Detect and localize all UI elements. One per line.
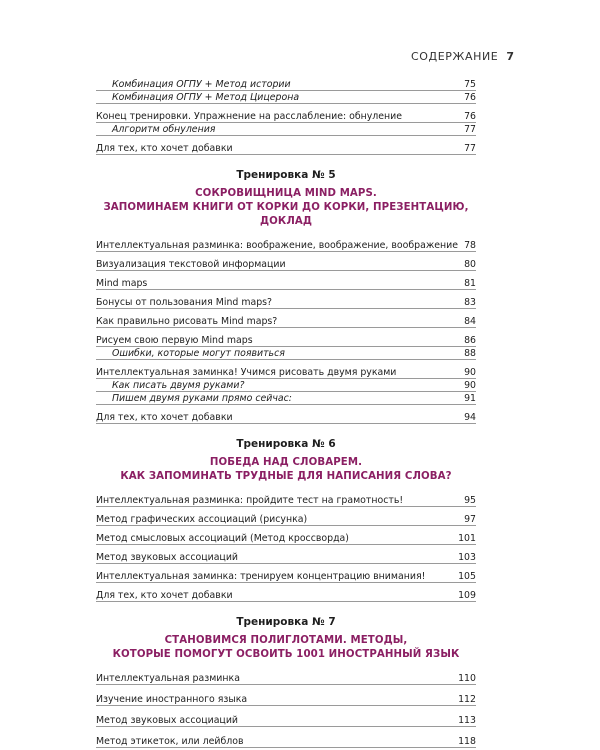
section-title-line: КАК ЗАПОМИНАТЬ ТРУДНЫЕ ДЛЯ НАПИСАНИЯ СЛОВА? xyxy=(120,471,452,482)
toc-entry-page: 112 xyxy=(458,694,476,705)
toc-entry-page: 75 xyxy=(464,79,476,90)
toc-entry-page: 109 xyxy=(458,590,476,601)
toc-entry[interactable] xyxy=(96,123,476,136)
toc-entry[interactable] xyxy=(96,532,476,545)
section-number: Тренировка № 7 xyxy=(236,616,336,628)
section-number: Тренировка № 6 xyxy=(236,438,336,450)
toc-entry-title: Конец тренировки. Упражнение на расслабление: обнуление xyxy=(96,111,403,122)
toc-entry-page: 77 xyxy=(464,124,476,135)
toc-entry-title: Рисуем свою первую Mind maps xyxy=(96,335,253,346)
toc-entry-page: 110 xyxy=(458,673,476,684)
toc-entry-title: Интеллектуальная разминка xyxy=(96,673,240,684)
toc-entry-title: Метод звуковых ассоциаций xyxy=(96,715,239,726)
toc-entry-title: Метод смысловых ассоциаций (Метод кроссворда) xyxy=(96,533,349,544)
toc-entry[interactable] xyxy=(96,296,476,309)
section-heading-5 xyxy=(96,169,476,229)
toc-entry-page: 101 xyxy=(458,533,476,544)
toc-entry-page: 81 xyxy=(464,278,476,289)
toc-entry-page: 78 xyxy=(464,240,476,251)
toc-entry-title: Пишем двумя руками прямо сейчас: xyxy=(112,393,292,404)
toc-entry-title: Ошибки, которые могут появиться xyxy=(112,348,285,359)
toc-entry-title: Как правильно рисовать Mind maps? xyxy=(96,316,278,327)
toc-entry[interactable] xyxy=(96,494,476,507)
toc-entry-page: 105 xyxy=(458,571,476,582)
section-heading-6 xyxy=(96,438,476,484)
toc-entry[interactable] xyxy=(96,110,476,123)
toc-entry-title: Визуализация текстовой информации xyxy=(96,259,286,270)
toc-entry-title: Метод звуковых ассоциаций xyxy=(96,552,239,563)
toc-entry-page: 84 xyxy=(464,316,476,327)
toc-entry[interactable] xyxy=(96,714,476,727)
section-title-line: ПОБЕДА НАД СЛОВАРЕМ. xyxy=(209,457,363,468)
toc-entry[interactable] xyxy=(96,513,476,526)
toc-entry-page: 88 xyxy=(464,348,476,359)
table-of-contents xyxy=(96,78,476,748)
toc-entry[interactable] xyxy=(96,142,476,155)
toc-entry[interactable] xyxy=(96,239,476,252)
toc-entry[interactable] xyxy=(96,277,476,290)
toc-entry-page: 97 xyxy=(464,514,476,525)
toc-entry-title: Метод этикеток, или лейблов xyxy=(96,736,244,747)
toc-entry-page: 95 xyxy=(464,495,476,506)
toc-entry-page: 118 xyxy=(458,736,476,747)
toc-entry[interactable] xyxy=(96,570,476,583)
toc-entry[interactable] xyxy=(96,589,476,602)
running-header xyxy=(411,50,514,63)
toc-entry-page: 91 xyxy=(464,393,476,404)
toc-entry[interactable] xyxy=(96,78,476,91)
toc-entry-page: 77 xyxy=(464,143,476,154)
toc-entry-title: Изучение иностранного языка xyxy=(96,694,248,705)
toc-entry-title: Бонусы от пользования Mind maps? xyxy=(96,297,273,308)
section-title-line: ЗАПОМИНАЕМ КНИГИ ОТ КОРКИ ДО КОРКИ, ПРЕЗЕНТАЦИЮ, ДОКЛАД xyxy=(103,202,469,227)
toc-entry[interactable] xyxy=(96,366,476,379)
section-title-line: СОКРОВИЩНИЦА MIND MAPS. xyxy=(195,188,377,199)
section-title-line: СТАНОВИМСЯ ПОЛИГЛОТАМИ. МЕТОДЫ, xyxy=(164,635,408,646)
header-section-title: СОДЕРЖАНИЕ xyxy=(411,50,499,63)
toc-entry[interactable] xyxy=(96,334,476,347)
toc-entry[interactable] xyxy=(96,258,476,271)
toc-entry-page: 86 xyxy=(464,335,476,346)
toc-entry[interactable] xyxy=(96,411,476,424)
toc-entry-title: Для тех, кто хочет добавки xyxy=(96,590,233,601)
toc-entry[interactable] xyxy=(96,379,476,392)
toc-entry[interactable] xyxy=(96,392,476,405)
toc-entry-title: Алгоритм обнуления xyxy=(112,124,216,135)
section-heading-7 xyxy=(96,616,476,662)
toc-entry-title: Интеллектуальная заминка! Учимся рисовать двумя руками xyxy=(96,367,397,378)
toc-entry[interactable] xyxy=(96,315,476,328)
section-number: Тренировка № 5 xyxy=(236,169,336,181)
toc-entry-title: Интеллектуальная разминка: воображение, воображение, воображение xyxy=(96,240,459,251)
toc-entry-page: 103 xyxy=(458,552,476,563)
toc-entry[interactable] xyxy=(96,735,476,748)
toc-entry-title: Комбинация ОГПУ + Метод Цицерона xyxy=(112,92,300,103)
toc-entry[interactable] xyxy=(96,693,476,706)
toc-entry-page: 94 xyxy=(464,412,476,423)
toc-entry-page: 83 xyxy=(464,297,476,308)
section-title-line: КОТОРЫЕ ПОМОГУТ ОСВОИТЬ 1001 ИНОСТРАННЫЙ ЯЗЫК xyxy=(112,649,460,660)
toc-entry-page: 76 xyxy=(464,92,476,103)
toc-entry-title: Для тех, кто хочет добавки xyxy=(96,412,233,423)
header-page-number: 7 xyxy=(506,50,514,63)
toc-entry[interactable] xyxy=(96,91,476,104)
toc-entry-title: Интеллектуальная разминка: пройдите тест на грамотность! xyxy=(96,495,404,506)
toc-entry-page: 80 xyxy=(464,259,476,270)
toc-entry-title: Интеллектуальная заминка: тренируем концентрацию внимания! xyxy=(96,571,426,582)
toc-entry-page: 90 xyxy=(464,380,476,391)
toc-entry[interactable] xyxy=(96,551,476,564)
toc-entry-page: 76 xyxy=(464,111,476,122)
toc-entry-title: Как писать двумя руками? xyxy=(112,380,245,391)
toc-entry[interactable] xyxy=(96,347,476,360)
toc-entry-title: Метод графических ассоциаций (рисунка) xyxy=(96,514,308,525)
toc-entry-title: Для тех, кто хочет добавки xyxy=(96,143,233,154)
toc-entry-page: 90 xyxy=(464,367,476,378)
toc-entry[interactable] xyxy=(96,672,476,685)
toc-entry-title: Комбинация ОГПУ + Метод истории xyxy=(112,79,291,90)
toc-entry-title: Mind maps xyxy=(96,278,148,289)
toc-entry-page: 113 xyxy=(458,715,476,726)
